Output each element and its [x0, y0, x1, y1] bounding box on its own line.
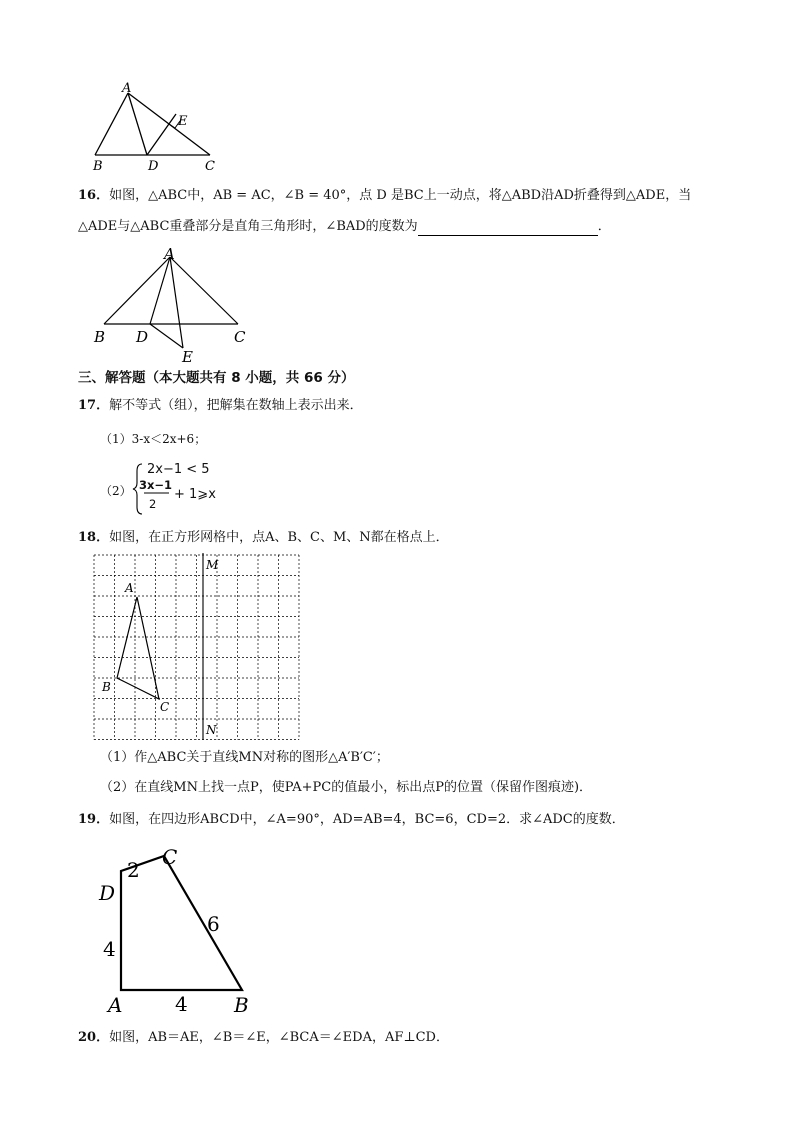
figure-q16 [90, 246, 255, 364]
q18-label-C: C [160, 700, 170, 714]
q16-label-B: B [94, 328, 106, 346]
q17-number: 17． [78, 398, 110, 413]
q17-part1 [100, 430, 206, 448]
q19-length-BC: 6 [207, 912, 220, 936]
q17-part1-label: （1） [100, 432, 132, 446]
q18-text: 如图，在正方形网格中，点A、B、C、M、N都在格点上． [109, 530, 449, 545]
q16-label-D: D [136, 328, 149, 346]
q16-line1 [78, 187, 691, 205]
q19-length-AB: 4 [175, 992, 188, 1016]
figure-q18-grid [92, 553, 314, 743]
q19-text: 如图，在四边形ABCD中，∠A=90°，AD=AB=4，BC=6，CD=2．求∠ADC的度数． [109, 812, 625, 827]
q16-label-E: E [182, 348, 193, 366]
q19-label-A: A [108, 993, 123, 1017]
label-A: A [122, 81, 132, 96]
q16-text-2: △ADE与△ABC重叠部分是直角三角形时，∠BAD的度数为 [78, 219, 418, 234]
q18-label-B: B [102, 680, 111, 694]
label-D: D [148, 159, 159, 174]
q17-part2-eq2-rest: + 1⩾x [174, 487, 216, 502]
q19-length-AD: 4 [103, 937, 116, 961]
q19-label-B: B [234, 993, 249, 1017]
label-C: C [205, 159, 215, 174]
section-3-heading: 三、解答题（本大题共有 8 小题，共 66 分） [78, 370, 355, 386]
q18-part1: （1）作△ABC关于直线MN对称的图形△A′B′C′； [100, 750, 389, 765]
figure-top-triangle [85, 82, 225, 174]
q16-label-C: C [234, 328, 246, 346]
q16-text-1: 如图，△ABC中，AB = AC，∠B = 40°，点 D 是BC上一动点，将△ABD沿AD折叠得到△ADE，当 [109, 188, 692, 203]
q18-label-M: M [206, 558, 219, 572]
q20-number: 20． [78, 1030, 110, 1045]
q16-label-A: A [164, 245, 175, 263]
q18-part2: （2）在直线MN上找一点P，使PA+PC的值最小，标出点P的位置（保留作图痕迹)． [100, 780, 593, 795]
q20-line [78, 1029, 449, 1047]
label-B: B [93, 159, 103, 174]
q16-number: 16． [78, 188, 110, 203]
q18-line [78, 529, 449, 547]
q18-number: 18． [78, 530, 110, 545]
q16-answer-blank[interactable] [418, 221, 598, 236]
q19-line [78, 811, 625, 829]
q17-part2-frac-num: 3x−1 [139, 478, 173, 492]
q18-label-A: A [125, 581, 134, 595]
q19-number: 19． [78, 812, 110, 827]
q17-part2-frac-den: 2 [149, 497, 157, 511]
q16-line2 [78, 218, 611, 236]
q17-line [78, 397, 363, 415]
q16-period: ． [597, 219, 611, 234]
q19-label-D: D [99, 881, 116, 905]
label-E: E [178, 114, 188, 129]
q18-label-N: N [206, 723, 217, 737]
q19-label-C: C [162, 845, 178, 869]
q17-part1-expr: 3-x＜2x+6； [131, 432, 207, 446]
figure-q19 [94, 842, 264, 1017]
q20-text: 如图，AB＝AE，∠B＝∠E，∠BCA＝∠EDA，AF⊥CD． [109, 1030, 449, 1045]
q19-length-CD: 2 [127, 858, 140, 882]
q17-part2-eq1: 2x−1 < 5 [147, 462, 210, 477]
q17-text: 解不等式（组），把解集在数轴上表示出来． [109, 398, 363, 413]
q17-part2-label: （2） [100, 484, 132, 498]
